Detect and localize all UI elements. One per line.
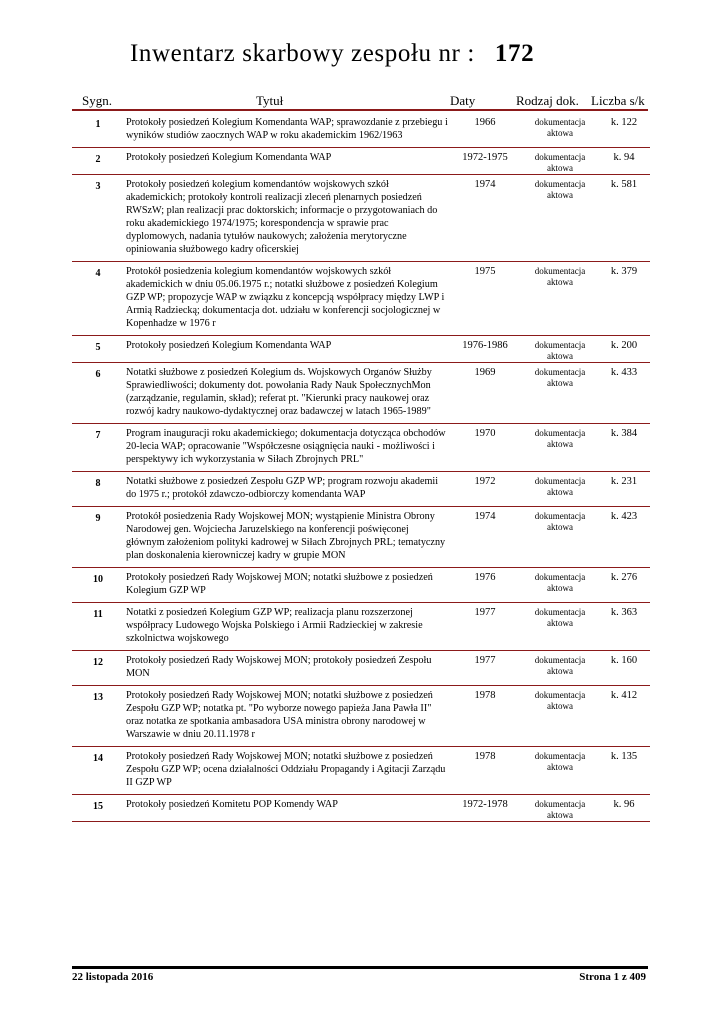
footer-divider <box>72 966 648 969</box>
row-liczba: k. 276 <box>598 568 650 603</box>
row-daty: 1970 <box>448 424 522 472</box>
row-rodzaj: dokumentacja aktowa <box>522 363 598 424</box>
row-tytul: Notatki służbowe z posiedzeń Zespołu GZP WP; program rozwoju akademii do 1975 r.; protokół zdawczo-odbiorczy komendanta WAP <box>124 472 448 507</box>
row-daty: 1966 <box>448 113 522 148</box>
row-tytul: Protokoły posiedzeń kolegium komendantów wojskowych szkół akademickich; protokoły kontroli realizacji zleceń plenarnych posiedzeń RWSzW; plan realizacji prac doktorskich; informacje o przygotowaniach do roku akademickiego 1974/1975; korespondencja w sprawie prac dyplomowych, nadania tytułów naukowych; założenia merytoryczne opiniowania służbowego kadry oficerskiej <box>124 175 448 262</box>
header-rodzaj: Rodzaj dok. <box>516 93 579 108</box>
row-tytul: Protokoły posiedzeń Komitetu POP Komendy WAP <box>124 795 448 822</box>
row-tytul: Protokoły posiedzeń Kolegium Komendanta WAP <box>124 336 448 363</box>
row-sygn: 9 <box>72 507 124 568</box>
row-daty: 1977 <box>448 651 522 686</box>
row-sygn: 2 <box>72 148 124 175</box>
row-liczba: k. 200 <box>598 336 650 363</box>
row-tytul: Protokoły posiedzeń Rady Wojskowej MON; protokoły posiedzeń Zespołu MON <box>124 651 448 686</box>
row-sygn: 1 <box>72 113 124 148</box>
row-rodzaj: dokumentacja aktowa <box>522 472 598 507</box>
header-tytul: Tytuł <box>256 93 284 108</box>
row-daty: 1969 <box>448 363 522 424</box>
table-row <box>72 686 650 747</box>
header-divider <box>72 109 648 111</box>
row-tytul: Protokoły posiedzeń Kolegium Komendanta WAP <box>124 148 448 175</box>
row-rodzaj: dokumentacja aktowa <box>522 747 598 795</box>
row-tytul: Protokoły posiedzeń Kolegium Komendanta WAP; sprawozdanie z przebiegu i wyników studiów zaocznych WAP w roku akademickim 1962/1963 <box>124 113 448 148</box>
row-sygn: 3 <box>72 175 124 262</box>
row-tytul: Protokoły posiedzeń Rady Wojskowej MON; notatki służbowe z posiedzeń Zespołu GZP WP; notatka pt. "Po wyborze nowego papieża Jana Pawła II" oraz notatka ze spotkania ambasadora USA ministra obrony narodowej w Warszawie w dniu 20.11.1978 r <box>124 686 448 747</box>
row-daty: 1974 <box>448 507 522 568</box>
row-daty: 1978 <box>448 686 522 747</box>
row-sygn: 12 <box>72 651 124 686</box>
row-sygn: 14 <box>72 747 124 795</box>
row-liczba: k. 433 <box>598 363 650 424</box>
row-tytul: Notatki z posiedzeń Kolegium GZP WP; realizacja planu rozszerzonej współpracy Ludowego Wojska Polskiego i Armii Radzieckiej w zakresie szkolnictwa wojskowego <box>124 603 448 651</box>
header-sygn: Sygn. <box>82 93 112 108</box>
row-liczba: k. 160 <box>598 651 650 686</box>
row-sygn: 8 <box>72 472 124 507</box>
row-rodzaj: dokumentacja aktowa <box>522 262 598 336</box>
row-daty: 1977 <box>448 603 522 651</box>
inventory-table <box>72 113 650 822</box>
row-liczba: k. 379 <box>598 262 650 336</box>
row-liczba: k. 581 <box>598 175 650 262</box>
header-daty: Daty <box>450 93 476 108</box>
table-row <box>72 507 650 568</box>
row-tytul: Notatki służbowe z posiedzeń Kolegium ds. Wojskowych Organów Służby Sprawiedliwości; dokumenty dot. powołania Rady Nauk SpołecznychMon (zarządzanie, regulamin, skład); referat pt. "Kierunki pracy naukowej oraz rozwój kadry naukowo-dydaktycznej oraz badawczej w latach 1965-1989" <box>124 363 448 424</box>
row-daty: 1972-1978 <box>448 795 522 822</box>
row-daty: 1972-1975 <box>448 148 522 175</box>
table-row <box>72 568 650 603</box>
row-rodzaj: dokumentacja aktowa <box>522 148 598 175</box>
footer-page-number: Strona 1 z 409 <box>579 971 646 983</box>
fond-number: 172 <box>494 40 535 67</box>
row-liczba: k. 96 <box>598 795 650 822</box>
table-row <box>72 424 650 472</box>
table-row <box>72 148 650 175</box>
row-rodzaj: dokumentacja aktowa <box>522 568 598 603</box>
row-sygn: 15 <box>72 795 124 822</box>
table-row <box>72 175 650 262</box>
row-daty: 1975 <box>448 262 522 336</box>
row-daty: 1974 <box>448 175 522 262</box>
row-liczba: k. 384 <box>598 424 650 472</box>
row-sygn: 13 <box>72 686 124 747</box>
row-sygn: 10 <box>72 568 124 603</box>
title-text: Inwentarz skarbowy zespołu nr : <box>130 40 475 67</box>
row-liczba: k. 122 <box>598 113 650 148</box>
row-liczba: k. 94 <box>598 148 650 175</box>
row-liczba: k. 231 <box>598 472 650 507</box>
row-daty: 1976 <box>448 568 522 603</box>
table-row <box>72 747 650 795</box>
row-sygn: 4 <box>72 262 124 336</box>
row-liczba: k. 135 <box>598 747 650 795</box>
row-rodzaj: dokumentacja aktowa <box>522 651 598 686</box>
row-rodzaj: dokumentacja aktowa <box>522 113 598 148</box>
row-tytul: Protokół posiedzenia kolegium komendantów wojskowych szkół akademickich w dniu 05.06.1975 r.; notatki służbowe z posiedzeń Kolegium GZP WP; propozycje WAP w związku z koncepcją współpracy między LWP i Armią Radziecką; dokumentacja dot. udziału w konferencji socjologicznej w Kopenhadze w 1976 r <box>124 262 448 336</box>
row-sygn: 11 <box>72 603 124 651</box>
row-tytul: Protokoły posiedzeń Rady Wojskowej MON; notatki służbowe z posiedzeń Zespołu GZP WP; ocena działalności Oddziału Propagandy i Agitacji Zarządu II GZP WP <box>124 747 448 795</box>
row-sygn: 5 <box>72 336 124 363</box>
inventory-table-body <box>72 113 650 822</box>
page-title <box>130 40 534 68</box>
table-row <box>72 113 650 148</box>
table-row <box>72 363 650 424</box>
row-liczba: k. 423 <box>598 507 650 568</box>
row-daty: 1978 <box>448 747 522 795</box>
row-rodzaj: dokumentacja aktowa <box>522 507 598 568</box>
row-rodzaj: dokumentacja aktowa <box>522 686 598 747</box>
table-row <box>72 795 650 822</box>
row-daty: 1972 <box>448 472 522 507</box>
table-row <box>72 651 650 686</box>
header-liczba: Liczba s/k <box>591 93 645 108</box>
table-row <box>72 603 650 651</box>
row-rodzaj: dokumentacja aktowa <box>522 336 598 363</box>
row-rodzaj: dokumentacja aktowa <box>522 175 598 262</box>
footer-date: 22 listopada 2016 <box>72 971 154 983</box>
row-tytul: Program inauguracji roku akademickiego; dokumentacja dotycząca obchodów 20-lecia WAP; opracowanie "Współczesne osiągnięcia nauki - możliwości i perspektywy ich wykorzystania w Siłach Zbrojnych PRL" <box>124 424 448 472</box>
row-rodzaj: dokumentacja aktowa <box>522 424 598 472</box>
row-liczba: k. 412 <box>598 686 650 747</box>
row-daty: 1976-1986 <box>448 336 522 363</box>
row-tytul: Protokoły posiedzeń Rady Wojskowej MON; notatki służbowe z posiedzeń Kolegium GZP WP <box>124 568 448 603</box>
row-rodzaj: dokumentacja aktowa <box>522 603 598 651</box>
row-liczba: k. 363 <box>598 603 650 651</box>
row-rodzaj: dokumentacja aktowa <box>522 795 598 822</box>
table-row <box>72 262 650 336</box>
row-sygn: 7 <box>72 424 124 472</box>
table-row <box>72 472 650 507</box>
row-sygn: 6 <box>72 363 124 424</box>
table-row <box>72 336 650 363</box>
row-tytul: Protokół posiedzenia Rady Wojskowej MON; wystąpienie Ministra Obrony Narodowej gen. Wojciecha Jaruzelskiego na konferencji poświęconej głównym założeniom polityki kadrowej w Siłach Zbrojnych PRL; tematyczny plan doskonalenia kierowniczej kadry w grupie MON <box>124 507 448 568</box>
